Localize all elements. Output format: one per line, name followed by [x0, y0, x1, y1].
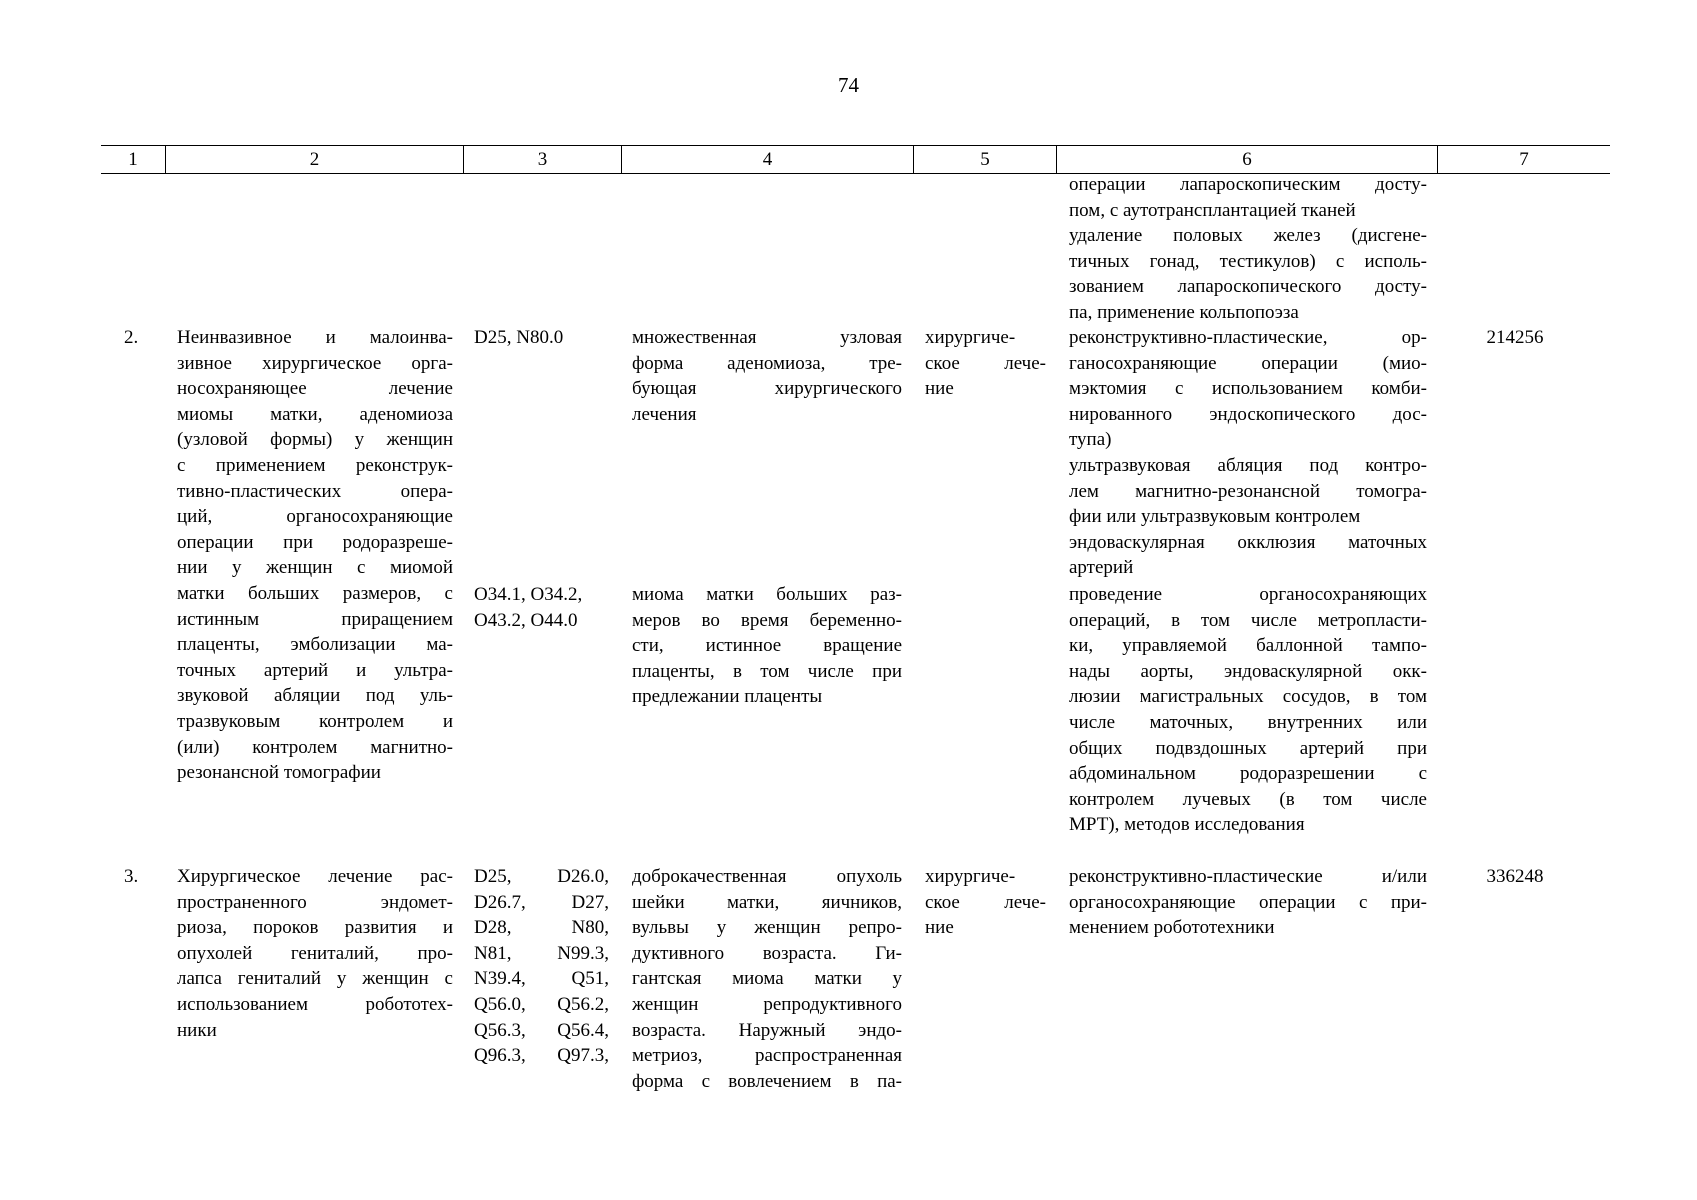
- text-line: резонансной томографии: [177, 762, 381, 784]
- text-line: меров во время беременно-: [632, 609, 902, 631]
- text-line: ники: [177, 1019, 217, 1041]
- text-line: (или) контролем магнитно-: [177, 736, 453, 758]
- text-line: сти, истинное вращение: [632, 635, 902, 657]
- text-line: носохраняющее лечение: [177, 378, 453, 400]
- text-line: тупа): [1069, 429, 1112, 451]
- patient-model-cell: [632, 864, 902, 1094]
- text-line: плаценты, эмболизации ма-: [177, 634, 453, 656]
- treatment-type-cell: [925, 325, 1046, 402]
- code: N39.4,: [474, 968, 526, 990]
- text-line: зивное хирургическое орга-: [177, 352, 453, 374]
- row-number: 2.: [124, 327, 139, 348]
- code-line: [474, 941, 609, 967]
- code-line: [474, 864, 609, 890]
- text-line: ки, управляемой баллонной тампо-: [1069, 635, 1427, 657]
- text-line: Неинвазивное и малоинва-: [177, 327, 453, 348]
- text-line: абдоминальном родоразрешении с: [1069, 763, 1427, 785]
- text-line: использованием робототех-: [177, 993, 453, 1015]
- column-header-6: 6: [1057, 146, 1438, 173]
- text-line: органосохраняющие операции с при-: [1069, 891, 1427, 913]
- text-line: ское лече-: [925, 891, 1046, 913]
- text-line: O43.2, O44.0: [474, 609, 578, 631]
- treatment-methods-cell: [1069, 582, 1427, 838]
- cost-value: 214256: [1486, 327, 1544, 348]
- text-line: нированного эндоскопического дос-: [1069, 403, 1427, 425]
- code: D26.7,: [474, 891, 526, 913]
- text-line: бующая хирургического: [632, 378, 902, 400]
- cost-value: 336248: [1486, 866, 1544, 887]
- treatment-methods-cell: [1069, 325, 1427, 581]
- text-line: O34.1, O34.2,: [474, 584, 583, 605]
- text-line: вульвы у женщин репро-: [632, 917, 902, 939]
- text-line: матки больших размеров, с: [177, 582, 453, 604]
- text-line: ультразвуковая абляция под контро-: [1069, 454, 1427, 476]
- text-line: женщин репродуктивного: [632, 993, 902, 1015]
- code-line: [474, 1018, 609, 1044]
- text-line: ганосохраняющие операции (мио-: [1069, 352, 1427, 374]
- text-line: пом, с аутотрансплантацией тканей: [1069, 199, 1356, 221]
- text-line: множественная узловая: [632, 327, 902, 348]
- text-line: люзии магистральных сосудов, в том: [1069, 686, 1427, 708]
- text-line: форма с вовлечением в па-: [632, 1070, 902, 1092]
- code: D26.0,: [557, 866, 609, 887]
- text-line: менением робототехники: [1069, 917, 1275, 939]
- text-line: риоза, пороков развития и: [177, 917, 453, 939]
- text-line: Хирургическое лечение рас-: [177, 866, 453, 887]
- text-line: возраста. Наружный эндо-: [632, 1019, 902, 1041]
- code: Q97.3,: [557, 1045, 609, 1067]
- text-line: шейки матки, яичников,: [632, 891, 902, 913]
- code: D27,: [571, 891, 609, 913]
- text-line: миома матки больших раз-: [632, 584, 902, 605]
- text-line: ций, органосохраняющие: [177, 506, 453, 528]
- text-line: гантская миома матки у: [632, 968, 902, 990]
- code-line: [474, 966, 609, 992]
- code: N99.3,: [557, 942, 609, 964]
- text-line: миомы матки, аденомиоза: [177, 403, 453, 425]
- code-line: [474, 915, 609, 941]
- code: D28,: [474, 917, 512, 939]
- text-line: фии или ультразвуковым контролем: [1069, 506, 1361, 528]
- text-line: МРТ), методов исследования: [1069, 814, 1305, 836]
- text-line: (узловой формы) у женщин: [177, 429, 453, 451]
- text-line: ние: [925, 917, 954, 939]
- text-line: тразвуковым контролем и: [177, 710, 453, 732]
- text-line: опухолей гениталий, про-: [177, 942, 453, 964]
- patient-model-cell: [632, 325, 902, 427]
- code: Q51,: [571, 968, 609, 990]
- code: Q56.3,: [474, 1019, 526, 1041]
- text-line: эндоваскулярная окклюзия маточных: [1069, 531, 1427, 553]
- text-line: мэктомия с использованием комби-: [1069, 378, 1427, 400]
- code: Q56.0,: [474, 993, 526, 1015]
- code-line: [474, 1043, 609, 1069]
- text-line: реконструктивно-пластические, ор-: [1069, 327, 1427, 348]
- text-line: контролем лучевых (в том числе: [1069, 788, 1427, 810]
- code: Q96.3,: [474, 1045, 526, 1067]
- text-line: дуктивного возраста. Ги-: [632, 942, 902, 964]
- code: D25,: [474, 866, 512, 887]
- text-line: операции при родоразреше-: [177, 531, 453, 553]
- text-line: хирургиче-: [925, 866, 1016, 887]
- text-line: точных артерий и ультра-: [177, 659, 453, 681]
- patient-model-cell: [632, 582, 902, 710]
- text-line: ское лече-: [925, 352, 1046, 374]
- text-line: тивно-пластических опера-: [177, 480, 453, 502]
- text-line: лем магнитно-резонансной томогра-: [1069, 480, 1427, 502]
- diagnosis-codes-cell: [474, 325, 614, 351]
- column-header-2: 2: [166, 146, 464, 173]
- text-line: D25, N80.0: [474, 327, 564, 348]
- code: N81,: [474, 942, 512, 964]
- text-line: па, применение кольпопоэза: [1069, 301, 1299, 323]
- column-header-1: 1: [101, 146, 166, 173]
- code: N80,: [571, 917, 609, 939]
- text-line: нии у женщин с миомой: [177, 557, 453, 579]
- text-line: удаление половых желез (дисгене-: [1069, 225, 1427, 247]
- text-line: проведение органосохраняющих: [1069, 584, 1427, 605]
- treatment-methods-cell: [1069, 864, 1427, 941]
- text-line: операций, в том числе метропласти-: [1069, 609, 1427, 631]
- row-name-cell: [177, 325, 453, 786]
- diagnosis-codes-cell: [474, 864, 609, 1069]
- column-header-4: 4: [622, 146, 914, 173]
- text-line: лечения: [632, 403, 697, 425]
- column-header-3: 3: [464, 146, 622, 173]
- text-line: форма аденомиоза, тре-: [632, 352, 902, 374]
- text-line: предлежании плаценты: [632, 686, 823, 708]
- text-line: доброкачественная опухоль: [632, 866, 902, 887]
- row-name-cell: [177, 864, 453, 1043]
- text-line: звуковой абляции под уль-: [177, 685, 453, 707]
- page-number: 74: [838, 73, 859, 97]
- text-line: общих подвздошных артерий при: [1069, 737, 1427, 759]
- text-line: артерий: [1069, 557, 1134, 579]
- code-line: [474, 890, 609, 916]
- text-line: с применением реконструк-: [177, 454, 453, 476]
- column-header-5: 5: [914, 146, 1057, 173]
- text-line: метриоз, распространенная: [632, 1045, 902, 1067]
- diagnosis-codes-cell: [474, 582, 614, 633]
- text-line: истинным приращением: [177, 608, 453, 630]
- text-line: зованием лапароскопического досту-: [1069, 276, 1427, 298]
- column-header-7: 7: [1519, 149, 1529, 170]
- text-line: плаценты, в том числе при: [632, 660, 902, 682]
- text-line: ние: [925, 378, 954, 400]
- text-line: тичных гонад, тестикулов) с исполь-: [1069, 250, 1427, 272]
- row-number: 3.: [124, 866, 139, 887]
- text-line: реконструктивно-пластические и/или: [1069, 866, 1427, 887]
- continued-methods-cell: [1069, 172, 1427, 326]
- text-line: лапса гениталий у женщин с: [177, 968, 453, 990]
- code-line: [474, 992, 609, 1018]
- treatment-type-cell: [925, 864, 1046, 941]
- text-line: операции лапароскопическим досту-: [1069, 174, 1427, 195]
- code: Q56.2,: [557, 993, 609, 1015]
- table-header-row: [101, 145, 1610, 174]
- text-line: хирургиче-: [925, 327, 1016, 348]
- code: Q56.4,: [557, 1019, 609, 1041]
- text-line: нады аорты, эндоваскулярной окк-: [1069, 660, 1427, 682]
- text-line: числе маточных, внутренних или: [1069, 711, 1427, 733]
- text-line: пространенного эндомет-: [177, 891, 453, 913]
